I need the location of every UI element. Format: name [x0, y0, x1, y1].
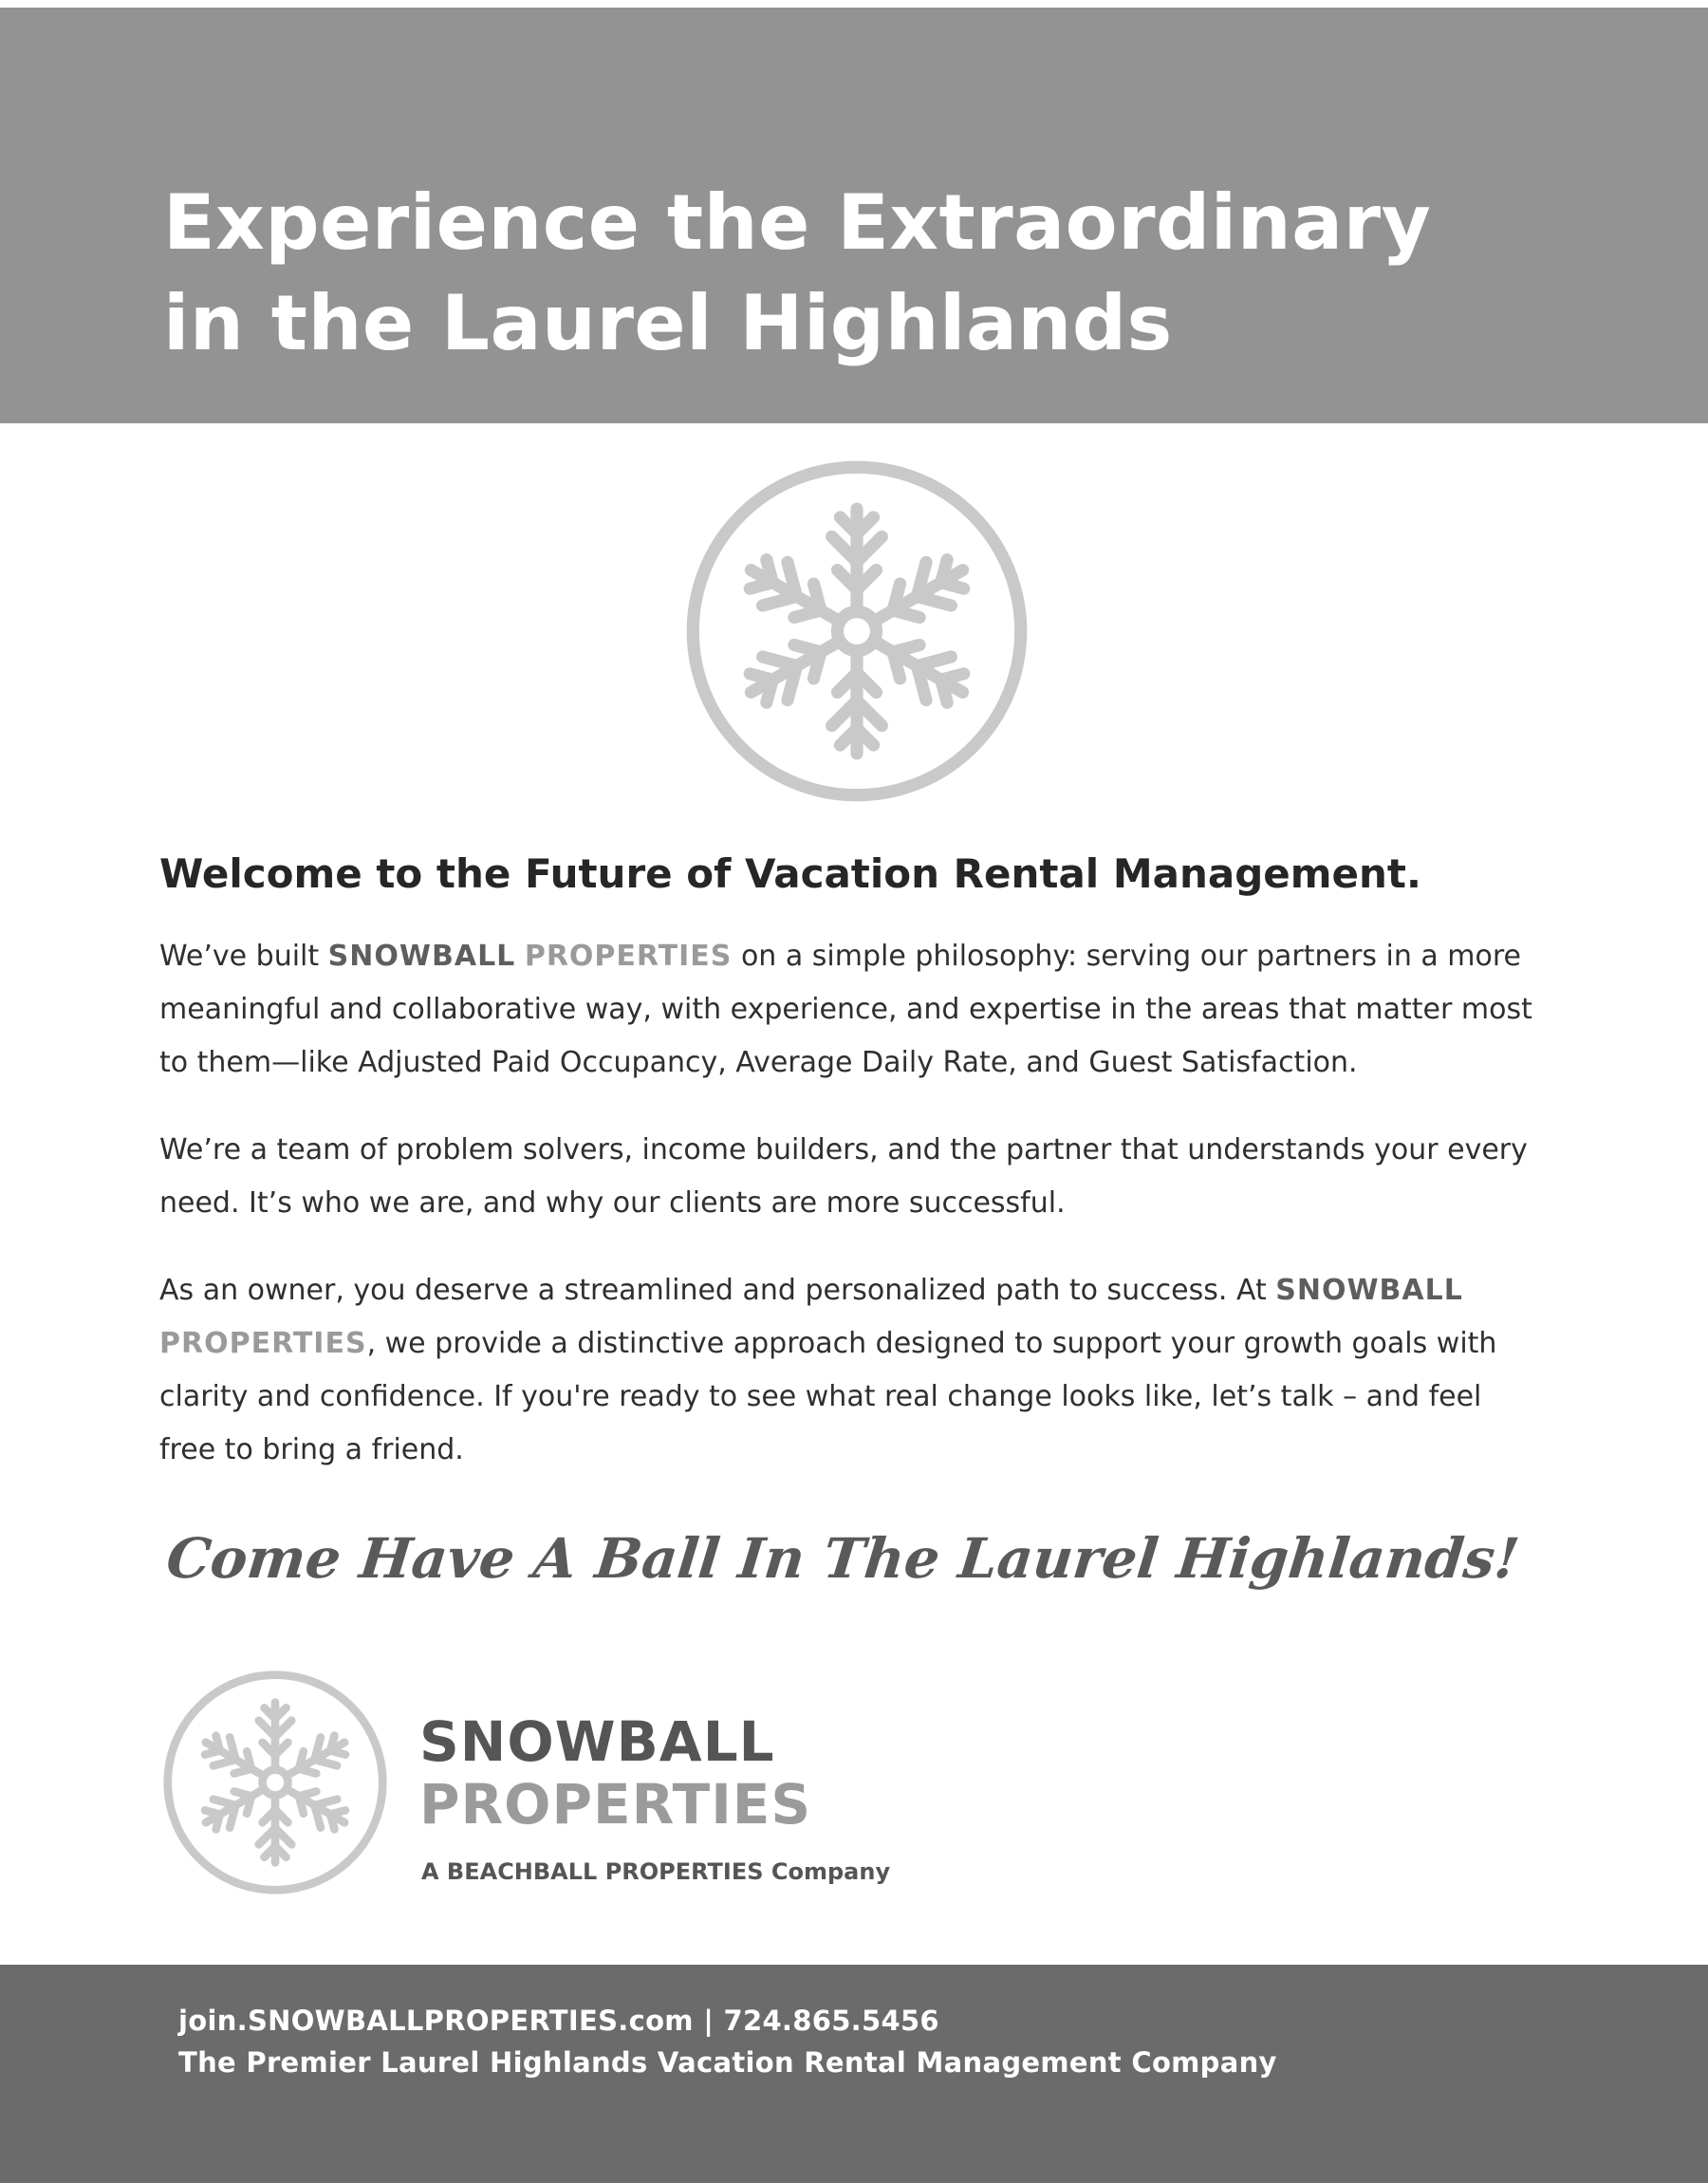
page-title-line1: Experience the Extraordinary [163, 178, 1432, 267]
brand-snowball: SNOWBALL [327, 940, 516, 973]
brand-subtitle: A BEACHBALL PROPERTIES Company [421, 1858, 891, 1885]
brand-snowball: SNOWBALL [1275, 1274, 1463, 1307]
page-title [163, 173, 1431, 374]
paragraph-3 [159, 1264, 1545, 1477]
paragraph-1-rest: on a simple philosophy: serving our partners in a more meaningful and collaborative way, with experience, and expertise in the areas that matter most to them—like Adjusted Paid Occupancy, Average Daily Rate, and Guest Satisfaction. [159, 940, 1532, 1079]
brand-name-line2: PROPERTIES [419, 1772, 812, 1837]
brand-name-line1: SNOWBALL [419, 1709, 775, 1774]
paragraph-3-intro: As an owner, you deserve a streamlined and personalized path to success. At [159, 1274, 1276, 1307]
paragraph-2: We’re a team of problem solvers, income builders, and the partner that understands your every need. It’s who we are, and why our clients are more successful. [159, 1133, 1528, 1220]
brand-logo-text [419, 1710, 811, 1836]
body-copy [159, 930, 1545, 1511]
footer-contact[interactable]: join.SNOWBALLPROPERTIES.com | 724.865.5456 [178, 2005, 939, 2037]
brand-properties: PROPERTIES [159, 1327, 367, 1360]
brand-properties: PROPERTIES [524, 940, 733, 973]
page-title-line2: in the Laurel Highlands [163, 279, 1173, 367]
welcome-heading: Welcome to the Future of Vacation Rental Management. [159, 850, 1421, 897]
tagline: Come Have A Ball In The Laurel Highlands! [163, 1526, 1523, 1591]
footer-tagline: The Premier Laurel Highlands Vacation Rental Management Company [178, 2046, 1277, 2079]
snowflake-icon [683, 457, 1030, 805]
paragraph-1 [159, 930, 1545, 1090]
snowflake-icon [161, 1669, 389, 1896]
paragraph-3-rest: , we provide a distinctive approach designed to support your growth goals with clarity and confidence. If you're ready to see what real change looks like, let’s talk – and feel free to bring a friend. [159, 1327, 1497, 1466]
paragraph-1-intro: We’ve built [159, 940, 328, 973]
